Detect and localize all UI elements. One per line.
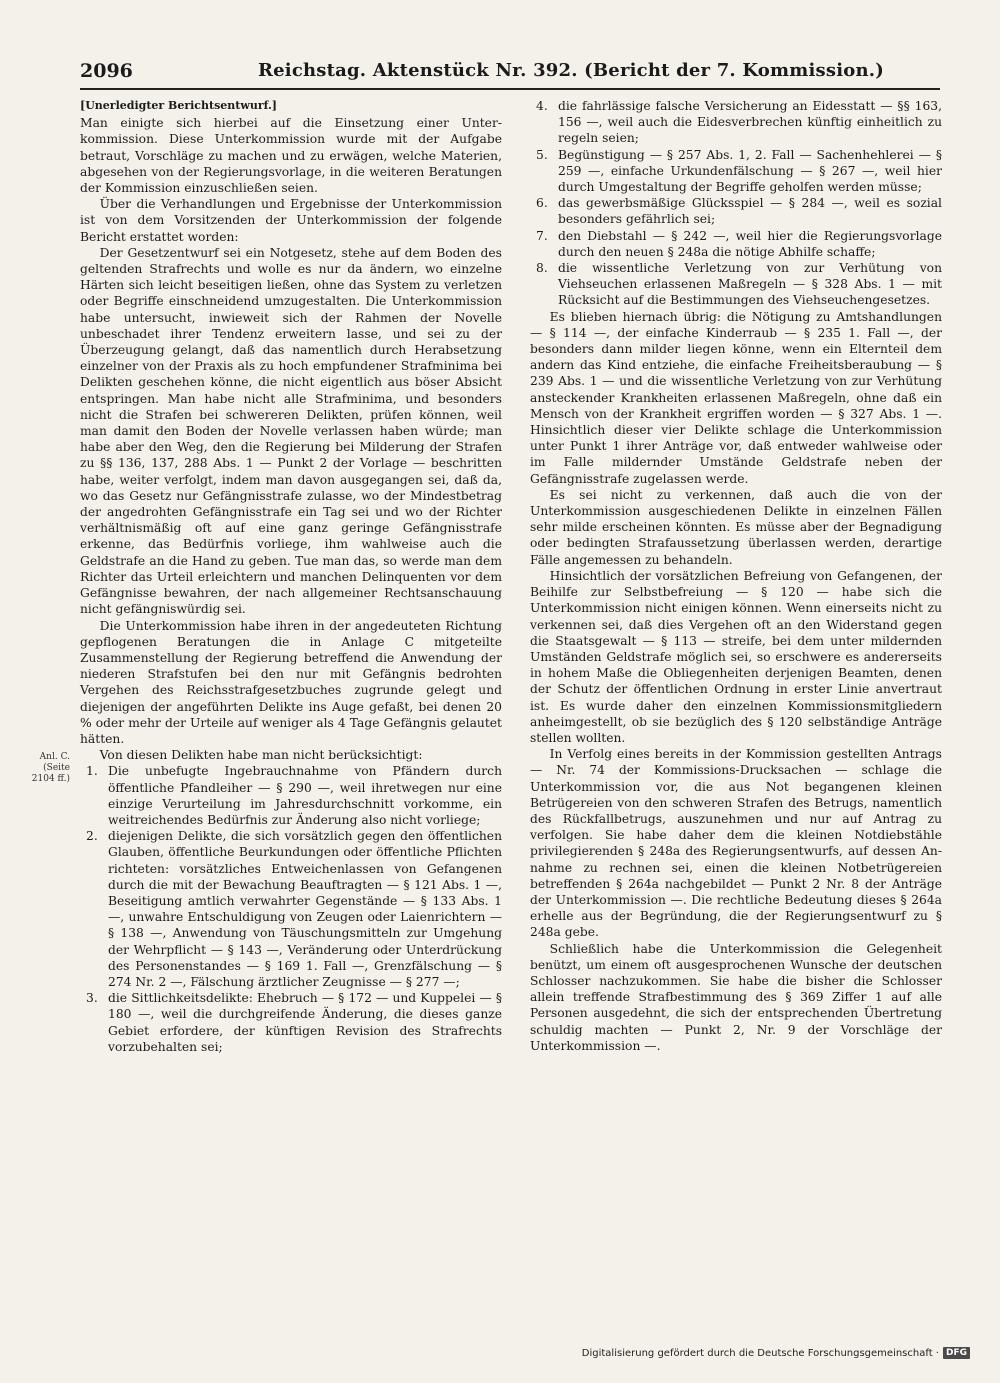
paragraph: In Verfolg eines bereits in der Kommission gestellten Antrags — Nr. 74 der Kommissions-Drucksachen — schlage die Unterkommission vor, die aus Not begangenen kleinen Betrügereien von den schweren Strafen des Betrugs, namentlich des Rückfallbetrugs, auszunehmen und nur auf Antrag zu verfolgen. Sie habe daher dem die kleinen Notdiebstähle privilegierenden § 248a des Regierungsentwurfs, auf dessen Annahme zu rechnen sei, einen die kleinen Notbetrügereien betreffenden § 264a nachgebildet — Punkt 2 Nr. 8 der Anträge der Unterkommission —. Die rechtliche Bedeutung dieses § 264a erhelle aus der Begründung, die der Regierungsentwurf zu § 248a gebe. [530, 747, 942, 940]
list-text: die wissentliche Verletzung von zur Verhütung von Viehseuchen erlassenen Maßregeln — § 328 Abs. 1 — mit Rücksicht auf die Bestimmungen des Viehseuchengesetzes. [558, 261, 942, 308]
credit-text: Digitalisierung gefördert durch die Deutsche Forschungsgemeinschaft · [581, 1347, 939, 1359]
paragraph: Man einigte sich hierbei auf die Einsetzung einer Unterkommission. Diese Unterkommission wurde mit der Aufgabe betraut, Vorschläge zu machen und zu erwägen, welche Materien, abgesehen von der Regierungsvorlage, in die weiteren Beratungen der Kommission einzuschließen seien. [80, 116, 502, 196]
list-number: 7. [536, 228, 548, 243]
list-item [536, 228, 942, 260]
list-text: diejenigen Delikte, die sich vorsätzlich gegen den öffentlichen Glauben, öffentliche Beurkundungen oder öffentliche Pflichten richteten: vorsätzliches Entweichenlassen von Gefangenen durch die mit der Bewachung Beauftragten — § 121 Abs. 1 —, Beseitigung amtlich verwahrter Gegenstände — § 133 Abs. 1 —, unwahre Entschuldigung von Zeugen oder Laienrichtern — § 138 —, Anwendung von Täuschungsmitteln zur Umgehung der Wehrpflicht — § 143 —, Veränderung oder Unterdrückung des Personenstandes — § 169 1. Fall —, Grenzfälschung — § 274 Nr. 2 —, Fälschung ärztlicher Zeugnisse — § 277 —; [108, 829, 502, 989]
paragraph: Von diesen Delikten habe man nicht berücksichtigt: [99, 748, 423, 763]
list-number: 6. [536, 196, 548, 211]
list-item [536, 98, 942, 147]
delict-list-continued [530, 98, 942, 309]
list-text: das gewerbsmäßige Glücksspiel — § 284 —, weil es sozial besonders gefährlich sei; [558, 196, 942, 227]
list-item [86, 828, 502, 990]
list-text: Die unbefugte Ingebrauchnahme von Pfändern durch öffentliche Pfandleiher — § 290 —, weil ihretwegen nur eine einzige Verurteilung im Jahresdurchschnitt vorkomme, ein weitreichendes Bedürfnis zur Änderung also nicht vorliege; [108, 764, 502, 827]
digitization-credit [582, 1347, 970, 1359]
header-rule [80, 88, 940, 90]
paragraph: Es blieben hiernach übrig: die Nötigung zu Amtshandlungen — § 114 —, der einfache Kinderraub — § 235 1. Fall —, der besonders dann milder liegen könne, wenn ein Elternteil dem andern das Kind entziehe, die einfache Freiheitsberaubung — § 239 Abs. 1 — und die wissentliche Verletzung von zur Verhütung ansteckender Krankheiten erlassenen Maßregeln, ohne daß ein Mensch von der Krankheit ergriffen worden — § 327 Abs. 1 —. Hinsichtlich dieser vier Delikte schlage die Unterkommission unter Punkt 1 ihrer Anträge vor, daß entweder wahlweise oder im Falle mildernder Umstände Geldstrafe neben der Gefängnisstrafe zugelassen werde. [530, 309, 942, 486]
paragraph: Der Gesetzentwurf sei ein Notgesetz, stehe auf dem Boden des geltenden Strafrechts und wolle es nur da ändern, wo einzelne Härten sich leicht beseitigen ließen, ohne das System zu verletzen oder Begriffe einschneidend umzugestalten. Die Unterkommission habe untersucht, inwieweit sich der Rahmen der Novelle unbeschadet ihrer Tendenz erweitern lasse, und sei zu der Überzeugung gelangt, daß das namentlich durch Herabsetzung einzelner von der Praxis als zu hoch empfundener Strafminima bei Delikten geschehen könne, die nicht eigentlich aus böser Absicht entspringen. Man habe nicht alle Strafminima, und besonders nicht die Strafen bei schwereren Delikten, prüfen können, weil man damit den Boden der Novelle verlassen haben würde; man habe aber den Weg, den die Regierung bei Milderung der Strafen zu §§ 136, 137, 288 Abs. 1 — Punkt 2 der Vorlage — beschritten habe, weiter verfolgt, indem man davon ausgegangen sei, daß da, wo das Gesetz nur Gefängnisstrafe zulasse, wo der Mindestbetrag der angedrohten Gefängnisstrafe ein Tag sei und wo der Richter verhältnismäßig oft auf eine ganz geringe Gefängnisstrafe erkenne, das Bedürfnis vorliege, ihm wahlweise auch die Geldstrafe an die Hand zu geben. Tue man das, so werde man dem Richter das Urteil erleichtern und manchen Delinquenten vor dem Gefängnisse bewahren, der nach allgemeiner Rechtsanschauung nicht gefängniswürdig sei. [80, 245, 502, 617]
list-number: 4. [536, 99, 548, 113]
running-title: Reichstag. Aktenstück Nr. 392. (Bericht der 7. Kommission.) [258, 60, 884, 81]
list-number: 5. [536, 147, 548, 162]
list-text: die Sittlichkeitsdelikte: Ehebruch — § 172 — und Kuppelei — § 180 —, weil die durchgreifende Änderung, die dieses ganze Gebiet erfordere, der künftigen Revision des Strafrechts vorzubehalten sei; [108, 991, 502, 1054]
list-item [86, 763, 502, 828]
list-number: 2. [86, 829, 98, 844]
paragraph: Über die Verhandlungen und Ergebnisse der Unterkommission ist von dem Vorsitzenden der Unterkommission der folgende Bericht erstattet worden: [80, 197, 502, 244]
list-text: den Diebstahl — § 242 —, weil hier die Regierungsvorlage durch den neuen § 248a die nötige Abhilfe schaffe; [558, 228, 942, 259]
section-heading: [Unerledigter Berichtsentwurf.] [80, 99, 277, 112]
paragraph: Schließlich habe die Unterkommission die Gelegenheit benützt, um einem oft ausgesprochenen Wunsche der deutschen Schlosser nachzukommen. Sie habe die bisher die Schlosser allein treffende Strafbestimmung des § 369 Ziffer 1 auf alle Personen ausgedehnt, die sich der entsprechenden Übertretung schuldig machten — Punkt 2, Nr. 9 der Vorschläge der Unterkommission —. [530, 941, 942, 1053]
list-item [536, 195, 942, 227]
page-header [80, 58, 940, 88]
left-column [80, 98, 502, 1055]
dfg-logo: DFG [943, 1347, 970, 1359]
delict-list [80, 763, 502, 1055]
list-number: 8. [536, 261, 548, 276]
list-item [86, 990, 502, 1055]
list-text: die fahrlässige falsche Versicherung an Eidesstatt — §§ 163, 156 —, weil auch die Eidesverbrechen künftig einheitlich zu regeln seien; [558, 99, 942, 146]
paragraph: Es sei nicht zu verkennen, daß auch die von der Unterkommission ausgeschiedenen Delikte in einzelnen Fällen sehr milde erscheinen könnten. Es müsse aber der Begnadigung oder bedingten Strafaussetzung überlassen werden, derartige Fälle angemessen zu behandeln. [530, 487, 942, 567]
list-number: 1. [86, 764, 98, 779]
page-number: 2096 [80, 60, 133, 82]
list-item [536, 260, 942, 309]
margin-note: Anl. C. (Seite 2104 ff.) [31, 752, 70, 784]
list-text: Begünstigung — § 257 Abs. 1, 2. Fall — Sachenhehlerei — § 259 —, einfache Urkundenfälschung — § 267 —, weil hier durch Umgestaltung der Begriffe geholfen werden müsse; [558, 147, 942, 195]
list-item [536, 147, 942, 196]
right-column [530, 98, 942, 1054]
paragraph: Die Unterkommission habe ihren in der angedeuteten Richtung gepflogenen Beratungen die in Anlage C mitgeteilte Zusammenstellung der Regierung betreffend die Anwendung der niederen Strafstufen bei den nur mit Gefängnis bedrohten Vergehen des Reichsstrafgesetzbuches zugrunde gelegt und diejenigen der angeführten Delikte ins Auge gefaßt, bei denen 20 % oder mehr der Urteile auf weniger als 4 Tage Gefängnis gelautet hätten. [80, 618, 502, 746]
list-number: 3. [86, 991, 98, 1006]
paragraph: Hinsichtlich der vorsätzlichen Befreiung von Gefangenen, der Beihilfe zur Selbstbefreiung — § 120 — habe sich die Unterkommission nicht einigen können. Wenn einerseits nicht zu verkennen sei, daß dies Vergehen oft an den Widerstand gegen die Staatsgewalt — § 113 — streife, bei dem unter mildernden Umständen Geldstrafe möglich sei, so erschwere es andererseits in hohem Maße die Obliegenheiten derjenigen Beamten, denen der Schutz der öffentlichen Ordnung in erster Linie anvertraut ist. Es wurde daher den einzelnen Kommissionsmitgliedern anheimgestellt, ob sie bezüglich des § 120 selbständige Anträge stellen wollten. [530, 568, 942, 745]
